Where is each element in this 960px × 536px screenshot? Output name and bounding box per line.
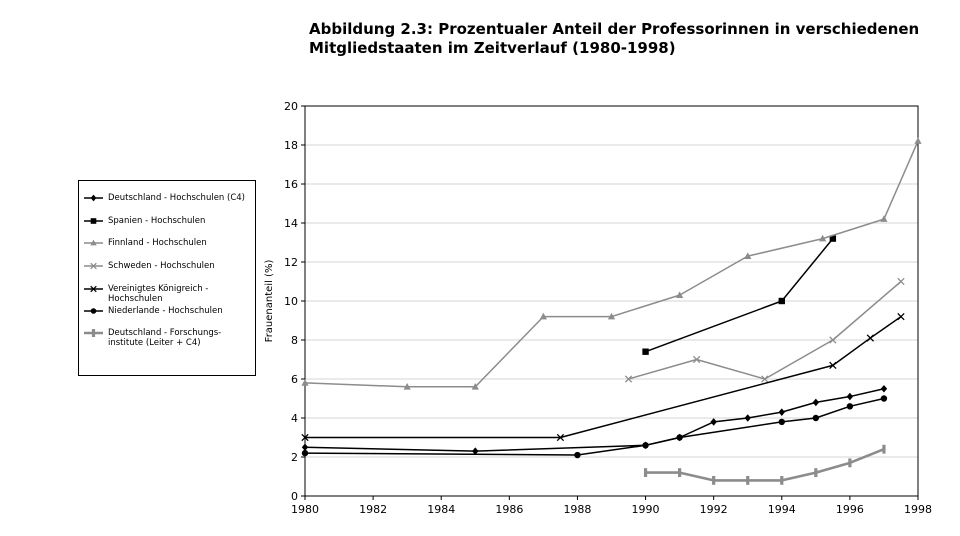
y-tick-label: 6	[291, 373, 298, 386]
chart-title-line-1: Abbildung 2.3: Prozentualer Anteil der Professorinnen in verschiedenen	[309, 20, 920, 38]
series-line	[646, 449, 884, 480]
y-tick-label: 4	[291, 412, 298, 425]
x-tick-label: 1994	[767, 503, 796, 516]
legend-label	[108, 261, 215, 271]
legend-label-line-2: Hochschulen	[108, 294, 163, 304]
y-tick-label: 14	[284, 217, 298, 230]
legend-item	[83, 306, 255, 328]
legend-label	[108, 328, 221, 348]
square-marker	[91, 218, 97, 224]
legend-label-line-1: Niederlande - Hochschulen	[108, 306, 223, 316]
circle-marker	[813, 415, 819, 421]
series-5	[302, 313, 904, 440]
legend-swatch	[83, 284, 105, 296]
legend-label	[108, 238, 207, 248]
triangle-marker	[676, 291, 683, 298]
legend-label	[108, 193, 245, 203]
legend-item	[83, 193, 255, 215]
legend-swatch	[83, 261, 105, 273]
x-tick-label: 1980	[291, 503, 319, 516]
bar-marker	[780, 476, 783, 485]
y-tick-label: 8	[291, 334, 298, 347]
bar-marker	[746, 476, 749, 485]
diamond-marker	[813, 399, 819, 407]
y-tick-label: 0	[291, 490, 298, 503]
x-tick-label: 1986	[495, 503, 524, 516]
series-line	[646, 239, 833, 352]
y-tick-label: 10	[284, 295, 298, 308]
legend-swatch	[83, 306, 105, 318]
legend-label-line-2: institute (Leiter + C4)	[108, 338, 201, 348]
x-tick-label: 1984	[427, 503, 456, 516]
y-axis-label: Frauenanteil (%)	[264, 259, 275, 343]
circle-marker	[302, 450, 308, 456]
legend-item	[83, 328, 255, 350]
series-7	[644, 445, 886, 485]
x-tick-label: 1992	[699, 503, 728, 516]
series-line	[305, 317, 901, 438]
x-marker	[898, 278, 904, 284]
bar-marker	[882, 445, 885, 454]
x-tick-label: 1998	[904, 503, 932, 516]
series-line	[629, 282, 901, 380]
circle-marker	[847, 403, 853, 409]
diamond-marker	[91, 195, 97, 202]
legend-swatch	[83, 328, 105, 340]
y-tick-label: 2	[291, 451, 298, 464]
legend-label-line-1: Schweden - Hochschulen	[108, 261, 215, 271]
square-marker	[779, 298, 785, 304]
x-tick-label: 1988	[563, 503, 592, 516]
circle-marker	[574, 452, 580, 458]
bar-marker	[712, 476, 715, 485]
bar-marker	[92, 329, 95, 337]
legend-label-line-1: Deutschland - Forschungs-	[108, 328, 222, 338]
circle-marker	[676, 434, 682, 440]
diamond-marker	[779, 408, 785, 416]
triangle-marker	[880, 215, 887, 222]
chart-title-line-2: Mitgliedstaaten im Zeitverlauf (1980-1998)	[309, 39, 676, 57]
legend-item	[83, 216, 255, 238]
diamond-marker	[847, 393, 853, 401]
bar-marker	[644, 468, 647, 477]
diamond-marker	[881, 385, 887, 393]
x-marker	[898, 313, 904, 319]
legend-swatch	[83, 238, 105, 250]
circle-marker	[779, 419, 785, 425]
y-tick-label: 16	[284, 178, 298, 191]
legend-item	[83, 238, 255, 260]
square-marker	[642, 349, 648, 355]
legend-item	[83, 284, 255, 306]
bar-marker	[848, 458, 851, 467]
diamond-marker	[710, 418, 716, 426]
diamond-marker	[745, 414, 751, 422]
circle-marker	[881, 395, 887, 401]
series-line	[305, 141, 918, 387]
bar-marker	[678, 468, 681, 477]
legend-label-line-1: Spanien - Hochschulen	[108, 216, 206, 226]
legend-swatch	[83, 216, 105, 228]
series-2	[642, 235, 836, 355]
legend-label	[108, 306, 223, 316]
circle-marker	[642, 442, 648, 448]
legend-swatch	[83, 193, 105, 205]
chart-legend	[78, 180, 256, 376]
legend-label	[108, 216, 205, 226]
circle-marker	[91, 308, 97, 314]
series-4	[625, 278, 904, 382]
bar-marker	[814, 468, 817, 477]
y-tick-label: 20	[284, 100, 298, 113]
triangle-marker	[914, 137, 921, 144]
y-tick-label: 12	[284, 256, 298, 269]
legend-label-line-1: Deutschland - Hochschulen (C4)	[108, 193, 245, 203]
legend-label-line-1: Vereinigtes Königreich -	[108, 284, 209, 294]
legend-label	[108, 284, 208, 304]
y-tick-label: 18	[284, 139, 298, 152]
x-tick-label: 1996	[835, 503, 864, 516]
x-tick-label: 1990	[631, 503, 660, 516]
legend-label-line-1: Finnland - Hochschulen	[108, 238, 207, 248]
x-tick-label: 1982	[359, 503, 388, 516]
legend-item	[83, 261, 255, 283]
series-3	[301, 137, 921, 389]
